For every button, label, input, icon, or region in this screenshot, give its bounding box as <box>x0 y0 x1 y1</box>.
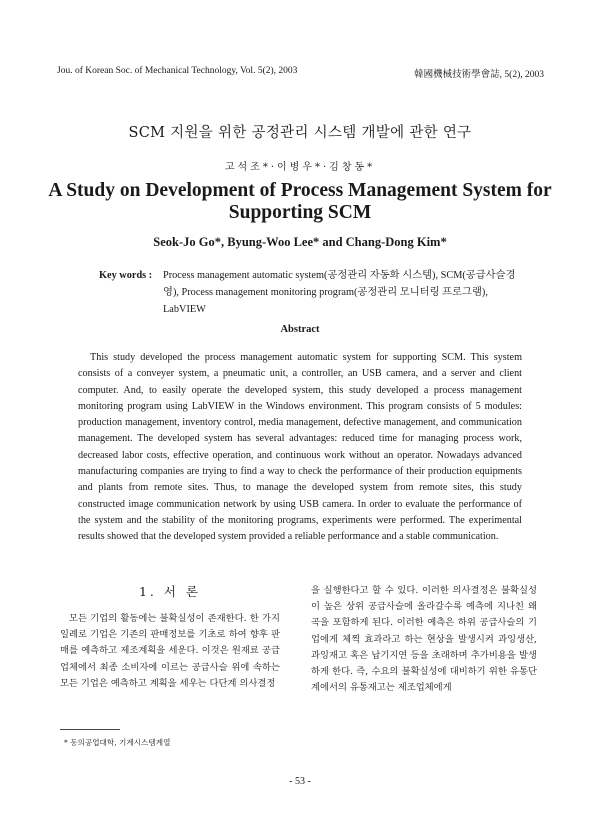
right-column <box>311 583 537 696</box>
page-number: - 53 - <box>289 776 311 787</box>
left-column-text: 모든 기업의 활동에는 불확실성이 존재한다. 한 가지 일례로 기업은 기존의 판매정보를 기초로 하여 향후 판매를 예측하고 제조계획을 세운다. 이것은 원재료 공급업체에서 최종 소비자에 이르는 공급사슬 위에 속하는 모든 기업은 예측하고 계획을 세우는 다단계 의사결정 <box>60 613 280 689</box>
keywords-label: Key words : <box>99 270 153 281</box>
korean-authors: 고석조*·이병우*·김창동* <box>224 162 376 173</box>
keywords-block <box>99 267 529 318</box>
journal-header-left: Jou. of Korean Soc. of Mechanical Technology, Vol. 5(2), 2003 <box>57 66 298 76</box>
keywords-text: Process management automatic system(공정관리 자동화 시스템), SCM(공급사슬경영), Process management monitoring program(공정관리 모니터링 프로그램), LabVIEW <box>163 270 516 315</box>
journal-header-right: 韓國機械技術學會誌, 5(2), 2003 <box>414 70 544 80</box>
abstract-body: This study developed the process management automatic system for supporting SCM. This system consists of a conveyer system, a pneumatic unit, a controller, an USB camera, and a server and client computer. And, to easily operate the developed system, this study developed a process management monitoring program using LabVIEW in the Windows environment. This program consists of 5 modules: production management, inventory control, media management, defective management, and communication management. The developed system has several advantages: reduced time for managing process work, decreased labor costs, effective operation, and continuous work without an operator. Nowadays advanced manufacturing companies are trying to find a way to check the performance of their production equipments and plants from remote sites. Thus, to manage the developed system from remote sites, this study constructed image communication network by using USB camera. In order to evaluate the performance of the system and the stability of the monitoring programs, experiments were performed. The experimental results showed that the developed system provided a reliable performance and a stable communication. <box>78 352 522 543</box>
english-authors: Seok-Jo Go*, Byung-Woo Lee* and Chang-Dong Kim* <box>153 235 447 249</box>
english-title: A Study on Development of Process Management System for Supporting SCM <box>48 180 552 223</box>
left-column <box>60 583 280 692</box>
affiliation-footnote: * 동의공업대학, 기계시스템계열 <box>64 738 171 747</box>
korean-title: SCM 지원을 위한 공정관리 시스템 개발에 관한 연구 <box>128 125 472 141</box>
section-heading: 1. 서 론 <box>138 584 202 599</box>
footnote-divider <box>60 729 120 730</box>
abstract-heading: Abstract <box>280 324 320 335</box>
right-column-text: 을 실행한다고 할 수 있다. 이러한 의사결정은 불확실성이 높은 상위 공급사슬에 올라갈수록 예측에 지나친 왜곡을 포함하게 된다. 이러한 예측은 하위 공급사슬의 기업에게 체찍 효과라고 하는 현상을 발생시켜 과잉생산, 과잉재고 혹은 납기지연 등을 초래하며 추가비용을 발생하게 한다. 즉, 수요의 불확실성에 대비하기 위한 유통단계에서의 유통재고는 제조업체에게 <box>311 585 537 694</box>
